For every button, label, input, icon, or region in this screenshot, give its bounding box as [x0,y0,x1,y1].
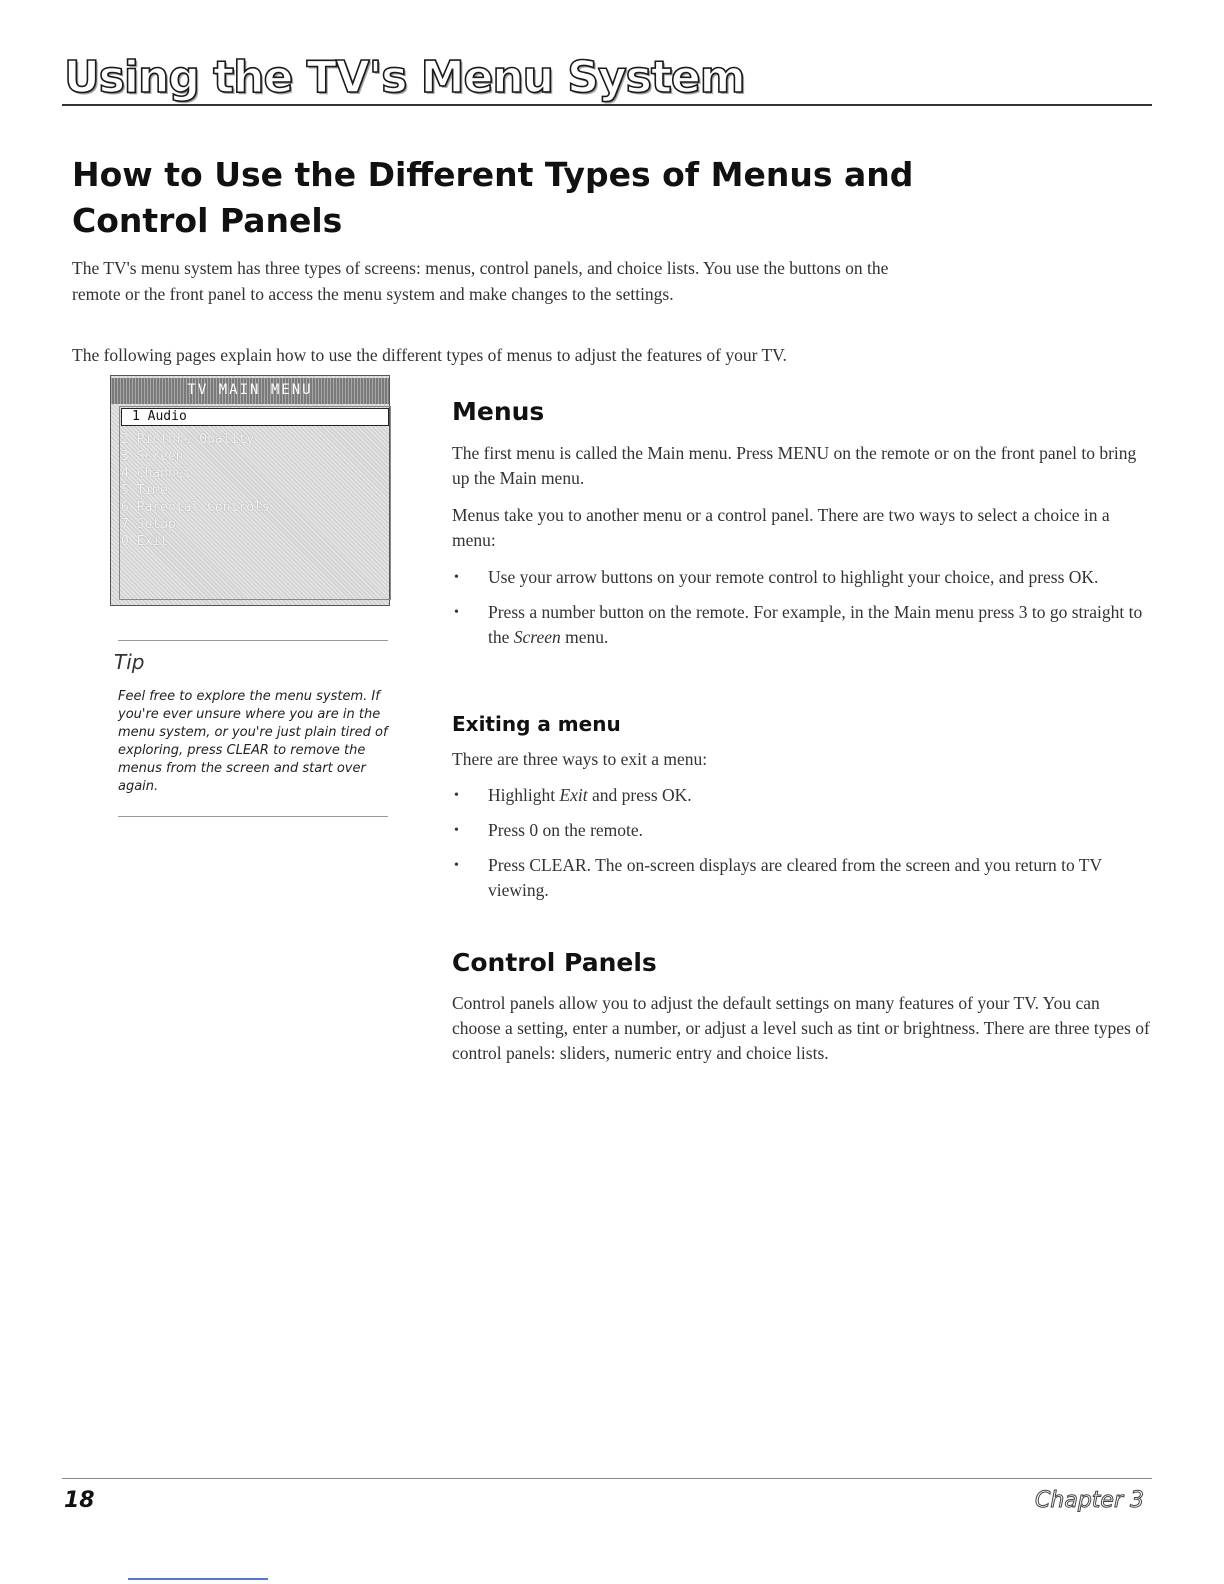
running-header-title: Using the TV's Menu System [64,52,745,103]
tv-main-menu-screen [110,375,390,606]
intro-paragraph-1: The TV's menu system has three types of screens: menus, control panels, and choice lists. You use the buttons on the remote or the front panel to access the menu system and make changes to the settings. [72,258,889,304]
bullet-text: menu. [560,627,609,647]
tv-menu-item: 6 Parental Controls [121,500,270,515]
tv-menu-item: 7 Setup [121,517,176,532]
tv-menu-item-list [121,431,391,550]
bullet-text: Press 0 on the remote. [488,820,644,840]
list-item [452,600,1152,650]
bullet-text: and press OK. [587,785,692,805]
list-item [452,565,1152,590]
page-number: 18 [64,1488,95,1513]
tv-menu-item: 2 Picture Quality [121,432,255,447]
page-title: How to Use the Different Types of Menus and Control Panels [72,155,914,240]
tip-text: Feel free to explore the menu system. If you're ever unsure where you are in the menu system, or you're just plain tired of exploring, press CLEAR to remove the menus from the screen and start over again. [118,689,388,794]
tv-menu-item: 0 Exit [121,534,168,549]
tv-menu-titlebar [111,378,389,404]
bullet-icon: • [454,788,459,803]
footer-rule [62,1478,1152,1479]
exiting-paragraph: There are three ways to exit a menu: [452,749,708,769]
tv-menu-selected-item: 1 Audio [121,408,389,426]
bullet-icon: • [454,570,459,585]
header-rule [62,104,1152,106]
menus-bullet-list [452,565,1152,660]
bullet-icon: • [454,605,459,620]
tip-heading: Tip [114,650,145,674]
bullet-emphasis: Exit [559,785,588,805]
tv-menu-title: TV MAIN MENU [187,382,313,398]
menus-paragraph-2: Menus take you to another menu or a control panel. There are two ways to select a choice in a menu: [452,505,1110,550]
bottom-edge-mark [128,1578,268,1580]
control-panels-paragraph: Control panels allow you to adjust the default settings on many features of your TV. You can choose a setting, enter a number, or adjust a level such as tint or brightness. There are three types of control panels: sliders, numeric entry and choice lists. [452,993,1150,1063]
tip-rule-top [118,640,388,641]
intro-paragraph-2: The following pages explain how to use the different types of menus to adjust the features of your TV. [72,345,787,365]
tip-rule-bottom [118,816,388,817]
menus-heading: Menus [452,397,545,426]
tv-menu-item: 3 Screen [121,449,184,464]
bullet-text: Press CLEAR. The on-screen displays are cleared from the screen and you return to TV viewing. [488,855,1102,900]
bullet-text: Press a number button on the remote. For example, in the Main menu press 3 to go straight to the [488,602,1143,647]
tv-menu-item: 5 Time [121,483,168,498]
bullet-text: Highlight [488,785,560,805]
list-item [452,818,1152,843]
bullet-text: Use your arrow buttons on your remote control to highlight your choice, and press OK. [488,567,1099,587]
exiting-bullet-list [452,783,1152,913]
control-panels-heading: Control Panels [452,948,657,977]
list-item [452,853,1152,903]
menus-paragraph-1: The first menu is called the Main menu. Press MENU on the remote or on the front panel to bring up the Main menu. [452,443,1137,488]
bullet-icon: • [454,858,459,873]
list-item [452,783,1152,808]
exiting-menu-heading: Exiting a menu [452,712,621,736]
chapter-label: Chapter 3 [1035,1488,1144,1513]
tv-menu-item: 4 Channel [121,466,192,481]
bullet-emphasis: Screen [513,627,561,647]
bullet-icon: • [454,823,459,838]
